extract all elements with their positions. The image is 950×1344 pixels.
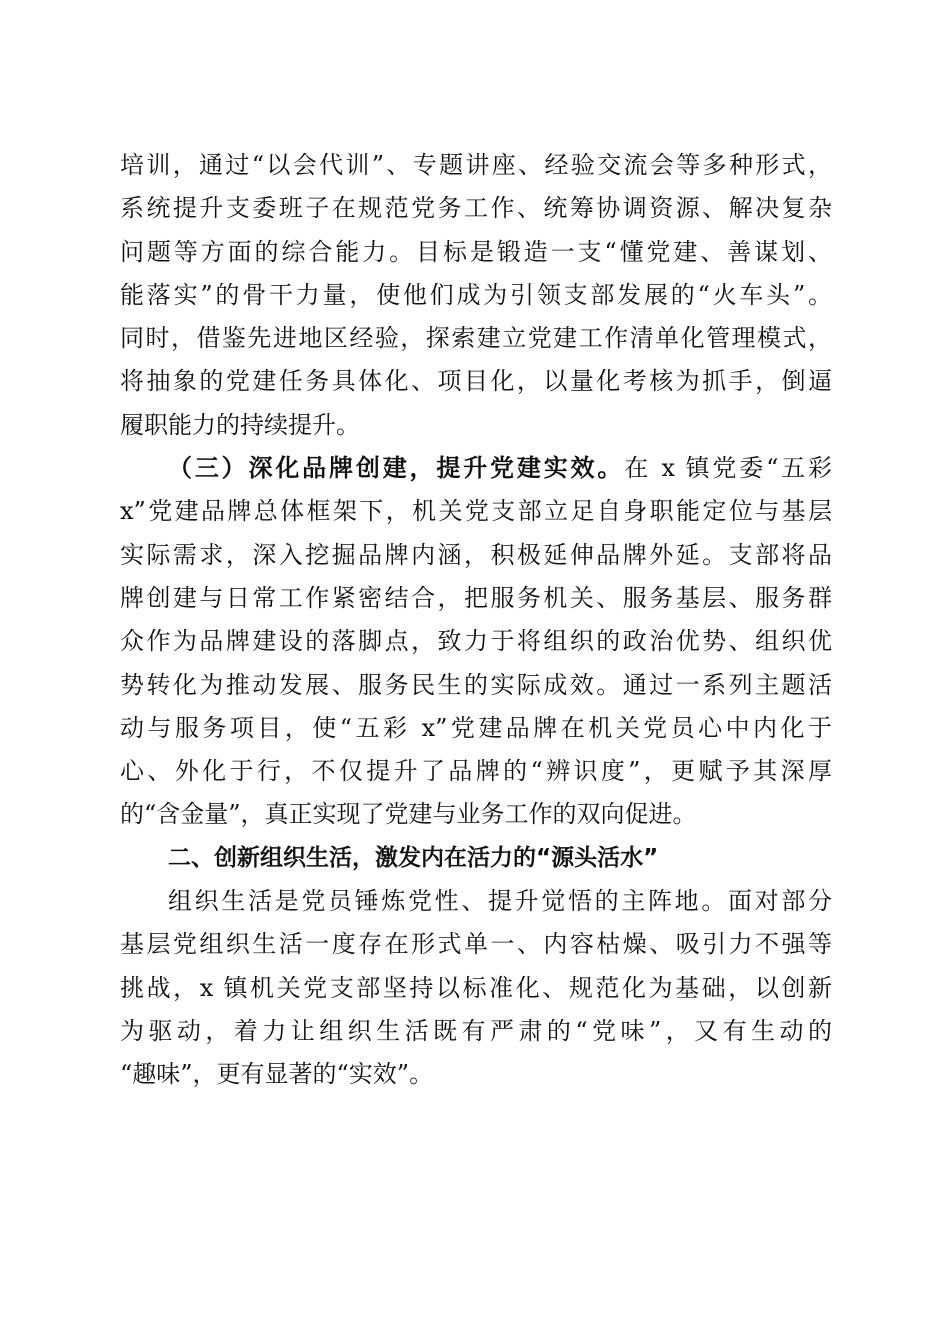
paragraph-line: 势转化为推动发展、服务民生的实际成效。通过一系列主题活: [120, 670, 832, 699]
body-text: [120, 144, 832, 1097]
paragraph-line: 为驱动，着力让组织生活既有严肃的“党味”，又有生动的: [120, 1016, 832, 1045]
paragraph-line: 培训，通过“以会代训”、专题讲座、经验交流会等多种形式，: [120, 151, 832, 179]
paragraph-line: 众作为品牌建设的落脚点，致力于将组织的政治优势、组织优: [120, 627, 832, 656]
paragraph-line: 能落实”的骨干力量，使他们成为引领支部发展的“火车头”。: [120, 280, 832, 309]
section-heading: 二、创新组织生活，激发内在活力的“源头活水”: [168, 844, 659, 871]
paragraph-line: 问题等方面的综合能力。目标是锻造一支“懂党建、善谋划、: [120, 237, 832, 266]
paragraph-line: x”党建品牌总体框架下，机关党支部立足自身职能定位与基层: [120, 497, 832, 526]
paragraph-line: 基层党组织生活一度存在形式单一、内容枯燥、吸引力不强等: [120, 930, 832, 959]
paragraph-first-line: 组织生活是党员锤炼党性、提升觉悟的主阵地。面对部分: [168, 887, 832, 916]
paragraph-line: 履职能力的持续提升。: [120, 410, 360, 439]
paragraph-line: 实际需求，深入挖掘品牌内涵，积极延伸品牌外延。支部将品: [120, 540, 832, 569]
paragraph-line: 心、外化于行，不仅提升了品牌的“辨识度”，更赋予其深厚: [120, 757, 832, 786]
paragraph-line: 将抽象的党建任务具体化、项目化，以量化考核为抓手，倒逼: [120, 367, 832, 396]
paragraph-line: 的“含金量”，真正实现了党建与业务工作的双向促进。: [120, 800, 697, 829]
paragraph-text: 在 x 镇党委“五彩: [624, 454, 833, 483]
paragraph-line: 牌创建与日常工作紧密结合，把服务机关、服务基层、服务群: [120, 583, 832, 612]
paragraph-line: 系统提升支委班子在规范党务工作、统筹协调资源、解决复杂: [120, 194, 832, 223]
paragraph-line: 挑战，x 镇机关党支部坚持以标准化、规范化为基础，以创新: [120, 973, 832, 1002]
sub-heading: （三）深化品牌创建，提升党建实效。: [168, 454, 625, 483]
paragraph-line: “趣味”，更有显著的“实效”。: [120, 1060, 434, 1089]
paragraph-first-line: [120, 447, 832, 490]
paragraph-line: 动与服务项目，使“五彩 x”党建品牌在机关党员心中内化于: [120, 713, 832, 742]
paragraph-line: 同时，借鉴先进地区经验，探索建立党建工作清单化管理模式，: [120, 324, 832, 353]
